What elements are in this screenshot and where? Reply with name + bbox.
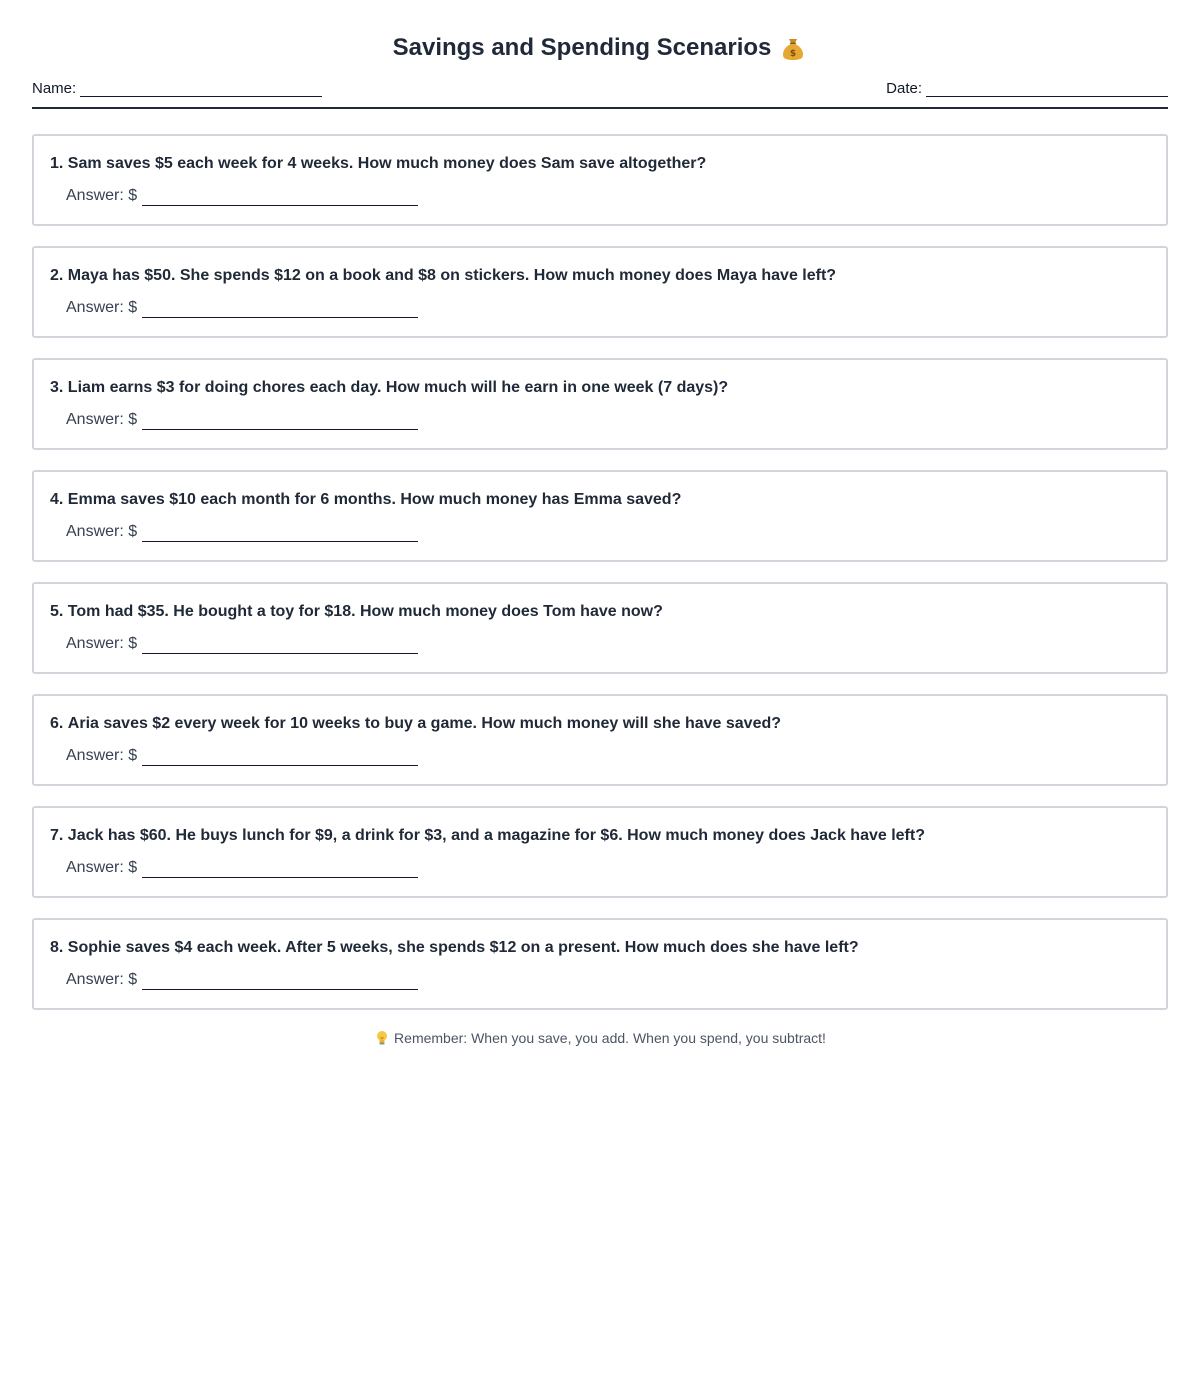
- question-number: 1.: [50, 155, 64, 172]
- answer-blank[interactable]: [142, 189, 418, 206]
- date-field[interactable]: [886, 80, 1168, 97]
- moneybag-icon: [779, 35, 807, 63]
- question-text: Jack has $60. He buys lunch for $9, a drink for $3, and a magazine for $6. How much money does Jack have left?: [67, 827, 925, 844]
- answer-label: Answer: $: [66, 187, 138, 204]
- page-title: Savings and Spending Scenarios: [392, 34, 772, 61]
- question-number: 5.: [50, 603, 64, 620]
- question-card: [32, 918, 1168, 1010]
- answer-label: Answer: $: [66, 523, 138, 540]
- answer-blank[interactable]: [142, 637, 418, 654]
- question-card: [32, 470, 1168, 562]
- answer-label: Answer: $: [66, 635, 138, 652]
- answer-label: Answer: $: [66, 747, 138, 764]
- question-card: [32, 806, 1168, 898]
- name-blank-line[interactable]: [80, 83, 322, 97]
- answer-label: Answer: $: [66, 971, 138, 988]
- lightbulb-icon: [374, 1030, 390, 1046]
- question-text: Liam earns $3 for doing chores each day. How much will he earn in one week (7 days)?: [67, 379, 729, 396]
- answer-blank[interactable]: [142, 413, 418, 430]
- question-text: Sophie saves $4 each week. After 5 weeks, she spends $12 on a present. How much does she have left?: [67, 939, 859, 956]
- question-number: 4.: [50, 491, 64, 508]
- question-number: 3.: [50, 379, 64, 396]
- answer-blank[interactable]: [142, 749, 418, 766]
- answer-blank[interactable]: [142, 301, 418, 318]
- reminder-text: Remember: When you save, you add. When you spend, you subtract!: [394, 1030, 826, 1046]
- question-text: Aria saves $2 every week for 10 weeks to buy a game. How much money will she have saved?: [67, 715, 782, 732]
- answer-label: Answer: $: [66, 299, 138, 316]
- question-number: 6.: [50, 715, 64, 732]
- date-label: Date:: [886, 80, 922, 97]
- question-text: Emma saves $10 each month for 6 months. How much money has Emma saved?: [67, 491, 682, 508]
- name-date-row: [32, 80, 1168, 109]
- question-text: Maya has $50. She spends $12 on a book and $8 on stickers. How much money does Maya have left?: [67, 267, 837, 284]
- question-card: [32, 582, 1168, 674]
- svg-text:$: $: [790, 49, 797, 59]
- answer-label: Answer: $: [66, 411, 138, 428]
- name-label: Name:: [32, 80, 77, 97]
- question-list: [32, 134, 1168, 1010]
- question-card: [32, 246, 1168, 338]
- question-card: [32, 134, 1168, 226]
- answer-blank[interactable]: [142, 525, 418, 542]
- question-text: Tom had $35. He bought a toy for $18. How much money does Tom have now?: [67, 603, 663, 620]
- name-field[interactable]: [32, 80, 322, 97]
- reminder-note: [32, 1030, 1168, 1046]
- answer-blank[interactable]: [142, 861, 418, 878]
- page-title-bar: [32, 0, 1168, 62]
- question-number: 2.: [50, 267, 64, 284]
- date-blank-line[interactable]: [926, 83, 1168, 97]
- question-number: 8.: [50, 939, 64, 956]
- question-number: 7.: [50, 827, 64, 844]
- question-text: Sam saves $5 each week for 4 weeks. How much money does Sam save altogether?: [67, 155, 707, 172]
- answer-blank[interactable]: [142, 973, 418, 990]
- question-card: [32, 694, 1168, 786]
- answer-label: Answer: $: [66, 859, 138, 876]
- question-card: [32, 358, 1168, 450]
